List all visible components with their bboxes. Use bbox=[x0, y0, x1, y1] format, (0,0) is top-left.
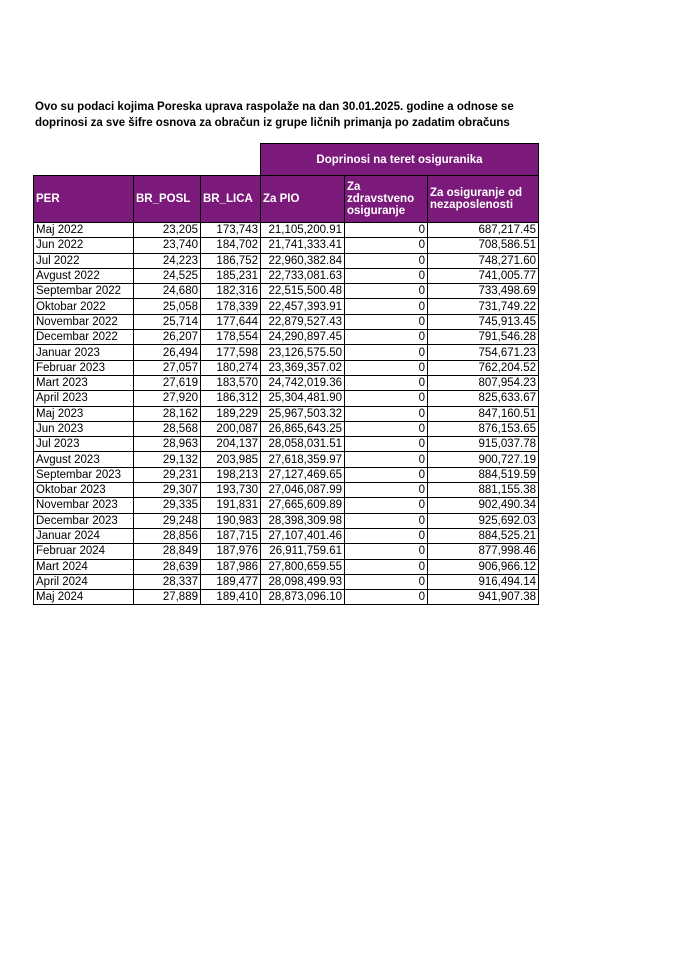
table-row bbox=[34, 590, 539, 605]
value-cell: 900,727.19 bbox=[428, 452, 539, 467]
period-cell: Maj 2024 bbox=[34, 590, 134, 605]
table-row bbox=[34, 238, 539, 253]
value-cell: 21,741,333.41 bbox=[261, 238, 345, 253]
table-row bbox=[34, 375, 539, 390]
value-cell: 185,231 bbox=[201, 268, 261, 283]
table-row bbox=[34, 574, 539, 589]
value-cell: 0 bbox=[345, 437, 428, 452]
value-cell: 23,205 bbox=[134, 223, 201, 238]
table-row bbox=[34, 360, 539, 375]
value-cell: 27,800,659.55 bbox=[261, 559, 345, 574]
value-cell: 28,849 bbox=[134, 544, 201, 559]
value-cell: 884,519.59 bbox=[428, 467, 539, 482]
period-cell: Mart 2023 bbox=[34, 375, 134, 390]
table-row bbox=[34, 467, 539, 482]
value-cell: 915,037.78 bbox=[428, 437, 539, 452]
table-row bbox=[34, 421, 539, 436]
value-cell: 190,983 bbox=[201, 513, 261, 528]
value-cell: 847,160.51 bbox=[428, 406, 539, 421]
table-row bbox=[34, 452, 539, 467]
value-cell: 22,515,500.48 bbox=[261, 284, 345, 299]
value-cell: 187,715 bbox=[201, 528, 261, 543]
value-cell: 27,889 bbox=[134, 590, 201, 605]
period-cell: Mart 2024 bbox=[34, 559, 134, 574]
period-cell: Januar 2023 bbox=[34, 345, 134, 360]
period-cell: Novembar 2022 bbox=[34, 314, 134, 329]
value-cell: 29,132 bbox=[134, 452, 201, 467]
period-cell: April 2024 bbox=[34, 574, 134, 589]
value-cell: 733,498.69 bbox=[428, 284, 539, 299]
value-cell: 28,963 bbox=[134, 437, 201, 452]
table-row bbox=[34, 406, 539, 421]
value-cell: 23,740 bbox=[134, 238, 201, 253]
period-cell: Novembar 2023 bbox=[34, 498, 134, 513]
value-cell: 0 bbox=[345, 375, 428, 390]
value-cell: 881,155.38 bbox=[428, 483, 539, 498]
value-cell: 180,274 bbox=[201, 360, 261, 375]
value-cell: 0 bbox=[345, 406, 428, 421]
value-cell: 0 bbox=[345, 360, 428, 375]
value-cell: 0 bbox=[345, 483, 428, 498]
value-cell: 186,312 bbox=[201, 391, 261, 406]
value-cell: 0 bbox=[345, 253, 428, 268]
column-header: PER bbox=[34, 176, 134, 223]
value-cell: 0 bbox=[345, 452, 428, 467]
value-cell: 25,714 bbox=[134, 314, 201, 329]
value-cell: 925,692.03 bbox=[428, 513, 539, 528]
value-cell: 204,137 bbox=[201, 437, 261, 452]
value-cell: 27,107,401.46 bbox=[261, 528, 345, 543]
value-cell: 24,525 bbox=[134, 268, 201, 283]
value-cell: 708,586.51 bbox=[428, 238, 539, 253]
value-cell: 25,967,503.32 bbox=[261, 406, 345, 421]
column-header: BR_LICA bbox=[201, 176, 261, 223]
value-cell: 27,665,609.89 bbox=[261, 498, 345, 513]
period-cell: Oktobar 2022 bbox=[34, 299, 134, 314]
value-cell: 24,290,897.45 bbox=[261, 330, 345, 345]
value-cell: 189,410 bbox=[201, 590, 261, 605]
value-cell: 884,525.21 bbox=[428, 528, 539, 543]
period-cell: Februar 2023 bbox=[34, 360, 134, 375]
value-cell: 26,207 bbox=[134, 330, 201, 345]
value-cell: 24,742,019.36 bbox=[261, 375, 345, 390]
period-cell: Jul 2022 bbox=[34, 253, 134, 268]
group-header-spacer bbox=[34, 144, 261, 176]
value-cell: 186,752 bbox=[201, 253, 261, 268]
value-cell: 29,248 bbox=[134, 513, 201, 528]
value-cell: 748,271.60 bbox=[428, 253, 539, 268]
intro-line-2: doprinosi za sve šifre osnova za obračun iz grupe ličnih primanja po zadatim obračuns bbox=[35, 117, 510, 129]
value-cell: 29,335 bbox=[134, 498, 201, 513]
period-cell: Jul 2023 bbox=[34, 437, 134, 452]
column-header: Za PIO bbox=[261, 176, 345, 223]
value-cell: 0 bbox=[345, 513, 428, 528]
period-cell: Decembar 2023 bbox=[34, 513, 134, 528]
value-cell: 0 bbox=[345, 284, 428, 299]
column-header-row bbox=[34, 176, 539, 223]
table-row bbox=[34, 330, 539, 345]
value-cell: 0 bbox=[345, 345, 428, 360]
value-cell: 745,913.45 bbox=[428, 314, 539, 329]
value-cell: 193,730 bbox=[201, 483, 261, 498]
value-cell: 27,127,469.65 bbox=[261, 467, 345, 482]
value-cell: 27,057 bbox=[134, 360, 201, 375]
value-cell: 754,671.23 bbox=[428, 345, 539, 360]
table-row bbox=[34, 314, 539, 329]
column-header: BR_POSL bbox=[134, 176, 201, 223]
value-cell: 29,231 bbox=[134, 467, 201, 482]
period-cell: Oktobar 2023 bbox=[34, 483, 134, 498]
value-cell: 762,204.52 bbox=[428, 360, 539, 375]
table-row bbox=[34, 544, 539, 559]
table-row bbox=[34, 284, 539, 299]
value-cell: 22,733,081.63 bbox=[261, 268, 345, 283]
value-cell: 0 bbox=[345, 314, 428, 329]
table-body bbox=[34, 223, 539, 605]
value-cell: 825,633.67 bbox=[428, 391, 539, 406]
table-row bbox=[34, 483, 539, 498]
column-header: Za zdravstveno osiguranje bbox=[345, 176, 428, 223]
value-cell: 28,639 bbox=[134, 559, 201, 574]
value-cell: 0 bbox=[345, 590, 428, 605]
value-cell: 25,058 bbox=[134, 299, 201, 314]
value-cell: 200,087 bbox=[201, 421, 261, 436]
table-row bbox=[34, 345, 539, 360]
column-header: Za osiguranje od nezaposlenosti bbox=[428, 176, 539, 223]
period-cell: Januar 2024 bbox=[34, 528, 134, 543]
value-cell: 877,998.46 bbox=[428, 544, 539, 559]
table-row bbox=[34, 498, 539, 513]
value-cell: 0 bbox=[345, 268, 428, 283]
group-header-row bbox=[34, 144, 539, 176]
value-cell: 941,907.38 bbox=[428, 590, 539, 605]
value-cell: 177,598 bbox=[201, 345, 261, 360]
value-cell: 741,005.77 bbox=[428, 268, 539, 283]
value-cell: 28,873,096.10 bbox=[261, 590, 345, 605]
period-cell: Septembar 2022 bbox=[34, 284, 134, 299]
group-header: Doprinosi na teret osiguranika bbox=[261, 144, 539, 176]
value-cell: 28,337 bbox=[134, 574, 201, 589]
value-cell: 23,369,357.02 bbox=[261, 360, 345, 375]
value-cell: 28,058,031.51 bbox=[261, 437, 345, 452]
value-cell: 21,105,200.91 bbox=[261, 223, 345, 238]
value-cell: 0 bbox=[345, 467, 428, 482]
period-cell: Jun 2022 bbox=[34, 238, 134, 253]
table-row bbox=[34, 437, 539, 452]
value-cell: 178,339 bbox=[201, 299, 261, 314]
value-cell: 183,570 bbox=[201, 375, 261, 390]
period-cell: Decembar 2022 bbox=[34, 330, 134, 345]
value-cell: 184,702 bbox=[201, 238, 261, 253]
value-cell: 902,490.34 bbox=[428, 498, 539, 513]
value-cell: 24,223 bbox=[134, 253, 201, 268]
intro-line-1: Ovo su podaci kojima Poreska uprava raspolaže na dan 30.01.2025. godine a odnose se bbox=[35, 101, 514, 113]
value-cell: 0 bbox=[345, 391, 428, 406]
value-cell: 177,644 bbox=[201, 314, 261, 329]
value-cell: 22,457,393.91 bbox=[261, 299, 345, 314]
contributions-table bbox=[33, 143, 539, 605]
value-cell: 27,046,087.99 bbox=[261, 483, 345, 498]
value-cell: 0 bbox=[345, 299, 428, 314]
value-cell: 29,307 bbox=[134, 483, 201, 498]
table-row bbox=[34, 391, 539, 406]
table-row bbox=[34, 268, 539, 283]
value-cell: 187,976 bbox=[201, 544, 261, 559]
value-cell: 189,229 bbox=[201, 406, 261, 421]
table-row bbox=[34, 528, 539, 543]
period-cell: Februar 2024 bbox=[34, 544, 134, 559]
value-cell: 0 bbox=[345, 238, 428, 253]
table-row bbox=[34, 299, 539, 314]
value-cell: 26,494 bbox=[134, 345, 201, 360]
value-cell: 187,986 bbox=[201, 559, 261, 574]
period-cell: Septembar 2023 bbox=[34, 467, 134, 482]
value-cell: 26,865,643.25 bbox=[261, 421, 345, 436]
value-cell: 22,879,527.43 bbox=[261, 314, 345, 329]
table-row bbox=[34, 559, 539, 574]
value-cell: 198,213 bbox=[201, 467, 261, 482]
value-cell: 27,619 bbox=[134, 375, 201, 390]
value-cell: 178,554 bbox=[201, 330, 261, 345]
intro-text bbox=[35, 99, 539, 131]
value-cell: 791,546.28 bbox=[428, 330, 539, 345]
period-cell: Avgust 2022 bbox=[34, 268, 134, 283]
value-cell: 906,966.12 bbox=[428, 559, 539, 574]
value-cell: 25,304,481.90 bbox=[261, 391, 345, 406]
value-cell: 173,743 bbox=[201, 223, 261, 238]
value-cell: 27,618,359.97 bbox=[261, 452, 345, 467]
period-cell: Maj 2022 bbox=[34, 223, 134, 238]
value-cell: 28,856 bbox=[134, 528, 201, 543]
value-cell: 23,126,575.50 bbox=[261, 345, 345, 360]
value-cell: 22,960,382.84 bbox=[261, 253, 345, 268]
period-cell: Maj 2023 bbox=[34, 406, 134, 421]
value-cell: 0 bbox=[345, 528, 428, 543]
value-cell: 28,098,499.93 bbox=[261, 574, 345, 589]
value-cell: 807,954.23 bbox=[428, 375, 539, 390]
value-cell: 28,162 bbox=[134, 406, 201, 421]
value-cell: 916,494.14 bbox=[428, 574, 539, 589]
value-cell: 0 bbox=[345, 559, 428, 574]
value-cell: 27,920 bbox=[134, 391, 201, 406]
value-cell: 28,398,309.98 bbox=[261, 513, 345, 528]
value-cell: 0 bbox=[345, 574, 428, 589]
value-cell: 189,477 bbox=[201, 574, 261, 589]
value-cell: 876,153.65 bbox=[428, 421, 539, 436]
value-cell: 0 bbox=[345, 330, 428, 345]
value-cell: 191,831 bbox=[201, 498, 261, 513]
value-cell: 0 bbox=[345, 544, 428, 559]
table-row bbox=[34, 253, 539, 268]
value-cell: 0 bbox=[345, 498, 428, 513]
value-cell: 731,749.22 bbox=[428, 299, 539, 314]
table-row bbox=[34, 223, 539, 238]
value-cell: 26,911,759.61 bbox=[261, 544, 345, 559]
value-cell: 0 bbox=[345, 421, 428, 436]
period-cell: April 2023 bbox=[34, 391, 134, 406]
value-cell: 0 bbox=[345, 223, 428, 238]
period-cell: Avgust 2023 bbox=[34, 452, 134, 467]
value-cell: 687,217.45 bbox=[428, 223, 539, 238]
value-cell: 182,316 bbox=[201, 284, 261, 299]
period-cell: Jun 2023 bbox=[34, 421, 134, 436]
value-cell: 28,568 bbox=[134, 421, 201, 436]
value-cell: 24,680 bbox=[134, 284, 201, 299]
value-cell: 203,985 bbox=[201, 452, 261, 467]
table-row bbox=[34, 513, 539, 528]
